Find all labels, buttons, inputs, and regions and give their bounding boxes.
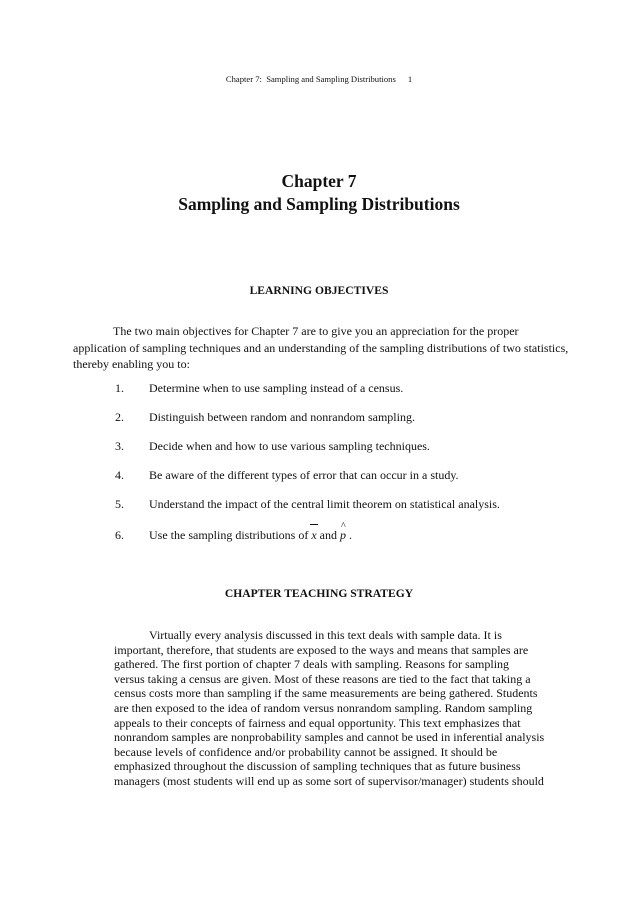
chapter-name: Sampling and Sampling Distributions: [178, 194, 460, 214]
paragraph-line: important, therefore, that students are exposed to the ways and means that samples are: [114, 642, 529, 657]
teaching-strategy-paragraph: [114, 628, 572, 789]
paragraph-line: emphasized throughout the discussion of sampling techniques that as future business: [114, 759, 521, 774]
objective-number: 6.: [115, 528, 124, 542]
running-header: [0, 74, 638, 84]
objective-item: [115, 497, 595, 512]
paragraph-line: because levels of confidence and/or probability cannot be assigned. It should be: [114, 744, 498, 759]
paragraph-line: managers (most students will end up as some sort of supervisor/manager) students should: [114, 773, 544, 788]
running-title: Chapter 7: Sampling and Sampling Distributions: [225, 74, 396, 84]
objective-number: 4.: [115, 468, 124, 482]
paragraph-line: appeals to their concepts of fairness and equal opportunity. This text emphasizes that: [114, 715, 521, 730]
objective-text-and: and: [319, 528, 337, 542]
objectives-intro: The two main objectives for Chapter 7 are to give you an appreciation for the proper application of sampling techniques and an understanding of the sampling distributions of two statistics, thereby enabling you to:: [73, 324, 569, 371]
objective-number: 1.: [115, 381, 124, 395]
objective-text-after: .: [348, 528, 352, 542]
paragraph-line: are then exposed to the idea of random versus nonrandom sampling. Random sampling: [114, 700, 533, 715]
paragraph-line: versus taking a census are given. Most of these reasons are tied to the fact that taking a: [114, 671, 531, 686]
paragraph-line: nonrandom samples are nonprobability samples and cannot be used in inferential analysis: [114, 730, 545, 745]
objective-number: 5.: [115, 497, 124, 511]
chapter-title: [0, 170, 638, 216]
objective-item: [115, 410, 595, 425]
objective-text: Understand the impact of the central limit theorem on statistical analysis.: [149, 497, 500, 511]
objective-text: Determine when to use sampling instead of a census.: [149, 381, 404, 395]
paragraph-line: census costs more than sampling if the same measurements are being gathered. Students: [114, 686, 538, 701]
paragraph-line: gathered. The first portion of chapter 7 deals with sampling. Reasons for sampling: [114, 657, 510, 672]
objective-text: Be aware of the different types of error that can occur in a study.: [149, 468, 459, 482]
paragraph-line: Virtually every analysis discussed in this text deals with sample data. It is: [149, 628, 502, 642]
learning-objectives-heading: LEARNING OBJECTIVES: [249, 284, 389, 297]
objective-item: [115, 439, 595, 454]
objective-item: [115, 468, 595, 483]
objective-number: 2.: [115, 410, 124, 424]
objective-text: Decide when and how to use various sampling techniques.: [149, 439, 430, 453]
page-number: 1: [407, 74, 413, 84]
objective-item: [115, 528, 595, 543]
x-bar-symbol: x: [311, 528, 317, 542]
teaching-strategy-heading: CHAPTER TEACHING STRATEGY: [224, 587, 414, 600]
p-hat-symbol: ^ p: [340, 528, 346, 543]
objective-number: 3.: [115, 439, 124, 453]
chapter-number: Chapter 7: [281, 171, 357, 191]
objective-text-before: Use the sampling distributions of: [149, 528, 309, 542]
objective-item: [115, 381, 595, 396]
objective-text: Distinguish between random and nonrandom sampling.: [149, 410, 415, 424]
